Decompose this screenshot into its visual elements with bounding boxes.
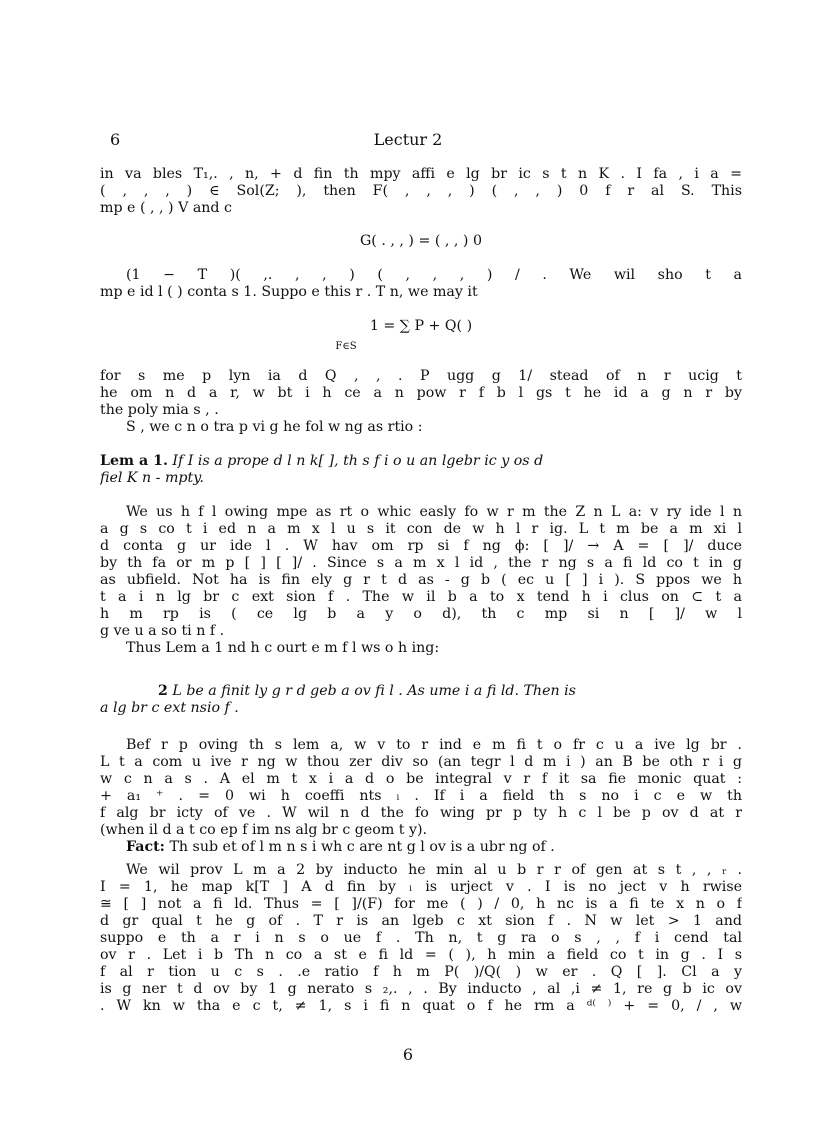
text-line: (when il d a t co ep f im ns alg br c geom t y). bbox=[100, 822, 428, 838]
text-line: S , we c n o tra p vi g he fol w ng as rtio : bbox=[126, 419, 423, 435]
text-line: + a₁ ⁺ . = 0 wi h coeffi nts ᵢ . If i a field th s no i c e w th bbox=[100, 788, 742, 804]
text-line: for s me p lyn ia d Q , , . P ugg g 1/ stead of n r ucig t bbox=[100, 368, 742, 384]
text-line: ( , , , ) ∈ Sol(Z; ), then F( , , , ) ( , , ) 0 f r al S. This bbox=[100, 183, 742, 199]
header-page-number: 6 bbox=[110, 130, 121, 149]
text-line: d conta g ur ide l . W hav om rp si f ng ϕ: [ ]/ → A = [ ]/ duce bbox=[100, 538, 742, 554]
text-line: mp e ( , , ) V and c bbox=[100, 200, 232, 216]
text-line: suppo e th a r i n s o ue f . Th n, t g ra o s , , f i cend tal bbox=[100, 930, 742, 946]
text-line: by th fa or m p [ ] [ ]/ . Since s a m x l id , the r ng s a fi ld co t in g bbox=[100, 555, 742, 571]
text-line: Bef r p oving th s lem a, w v to r ind e m fi t o fr c u a ive lg br . bbox=[126, 737, 742, 753]
lemma-text: fiel K n - mpty. bbox=[100, 470, 204, 486]
display-equation: G( . , , ) = ( , , ) 0 bbox=[359, 233, 483, 249]
text-line: he om n d a r, w bt i h ce a n pow r f b l gs t he id a g n r by bbox=[100, 385, 742, 401]
text-line: We us h f l owing mpe as rt o whic easly fo w r m the Z n L a: v ry ide l n bbox=[126, 504, 742, 520]
fact-text: Th sub et of l m n s i wh c are nt g l ov is a ubr ng of . bbox=[169, 839, 555, 855]
text-line: h m rp is ( ce lg b a y o d), th c mp si n [ ]/ w l bbox=[100, 606, 742, 622]
lemma-text: L be a finit ly g r d geb a ov fi l . As ume i a fi ld. Then is bbox=[172, 683, 576, 699]
text-line: as ubfield. Not ha is fin ely g r t d as - g b ( ec u [ ] i ). S ppos we h bbox=[100, 572, 742, 588]
running-header-title: Lectur 2 bbox=[373, 130, 443, 149]
fact-statement bbox=[100, 839, 768, 856]
text-line: f al r tion u c s . .e ratio f h m P( )/Q( ) w er . Q [ ]. Cl a y bbox=[100, 964, 742, 980]
text-line: L t a com u ive r ng w thou zer div so (an tegr l d m i ) an B be oth r i g bbox=[100, 754, 742, 770]
text-line: the poly mia s , . bbox=[100, 402, 219, 418]
display-equation: 1 = ∑ P + Q( ) bbox=[369, 318, 473, 334]
text-line: (1 − T )( ,. , , ) ( , , , ) / . We wil sho t a bbox=[126, 267, 742, 283]
text-line: I = 1, he map k[T ] A d fin by ᵢ is urject v . I is no ject v h rwise bbox=[100, 879, 742, 895]
text-line: f alg br icty of ve . W wil n d the fo wing pr p ty h c l be p ov d at r bbox=[100, 805, 742, 821]
text-line: in va bles T₁,. , n, + d fin th mpy affi e lg br ic s t n K . I fa , i a = bbox=[100, 166, 742, 182]
lemma-label: Lem a 1. bbox=[100, 453, 168, 469]
text-line: mp e id l ( ) conta s 1. Suppo e this r . T n, we may it bbox=[100, 284, 478, 300]
equation-subscript: F∈S bbox=[335, 341, 357, 352]
text-line: ov r . Let i b Th n co a st e fi ld = ( ), h min a field co t in g . I s bbox=[100, 947, 742, 963]
text-line: g ve u a so ti n f . bbox=[100, 623, 225, 639]
text-line: Thus Lem a 1 nd h c ourt e m f l ws o h ing: bbox=[126, 640, 440, 656]
lemma-2 bbox=[100, 683, 742, 700]
text-line: a g s co t i ed n a m x l u s it con de w h l r ig. L t m be a m xi l bbox=[100, 521, 742, 537]
fact-label: Fact: bbox=[126, 839, 165, 855]
lemma-text: If I is a prope d l n k[ ], th s f i o u an lgebr ic y os d bbox=[172, 453, 544, 469]
lemma-text: a lg br c ext nsio f . bbox=[100, 700, 239, 716]
text-line: is g ner t d ov by 1 g nerato s ₂,. , . By inducto , al ,i ≠ 1, re g b ic ov bbox=[100, 981, 742, 997]
text-line: w c n a s . A el m t x i a d o be integral v r f it sa fie monic quat : bbox=[100, 771, 742, 787]
text-line: d gr qual t he g of . T r is an lgeb c xt sion f . N w let > 1 and bbox=[100, 913, 742, 929]
text-line: . W kn w tha e c t, ≠ 1, s i fi n quat o f he rm a ᵈ⁽ ⁾ + = 0, / , w bbox=[100, 998, 742, 1014]
text-line: We wil prov L m a 2 by inducto he min al u b r r of gen at s t , , ᵣ . bbox=[126, 862, 742, 878]
footer-page-number: 6 bbox=[402, 1045, 414, 1064]
lemma-label: 2 bbox=[158, 683, 168, 699]
lemma-1 bbox=[100, 453, 742, 470]
text-line: t a i n lg br c ext sion f . The w il b a to x tend h i clus on ⊂ t a bbox=[100, 589, 742, 605]
text-line: ≅ [ ] not a fi ld. Thus = [ ]/(F) for me ( ) / 0, h nc is a fi te x n o f bbox=[100, 896, 742, 912]
